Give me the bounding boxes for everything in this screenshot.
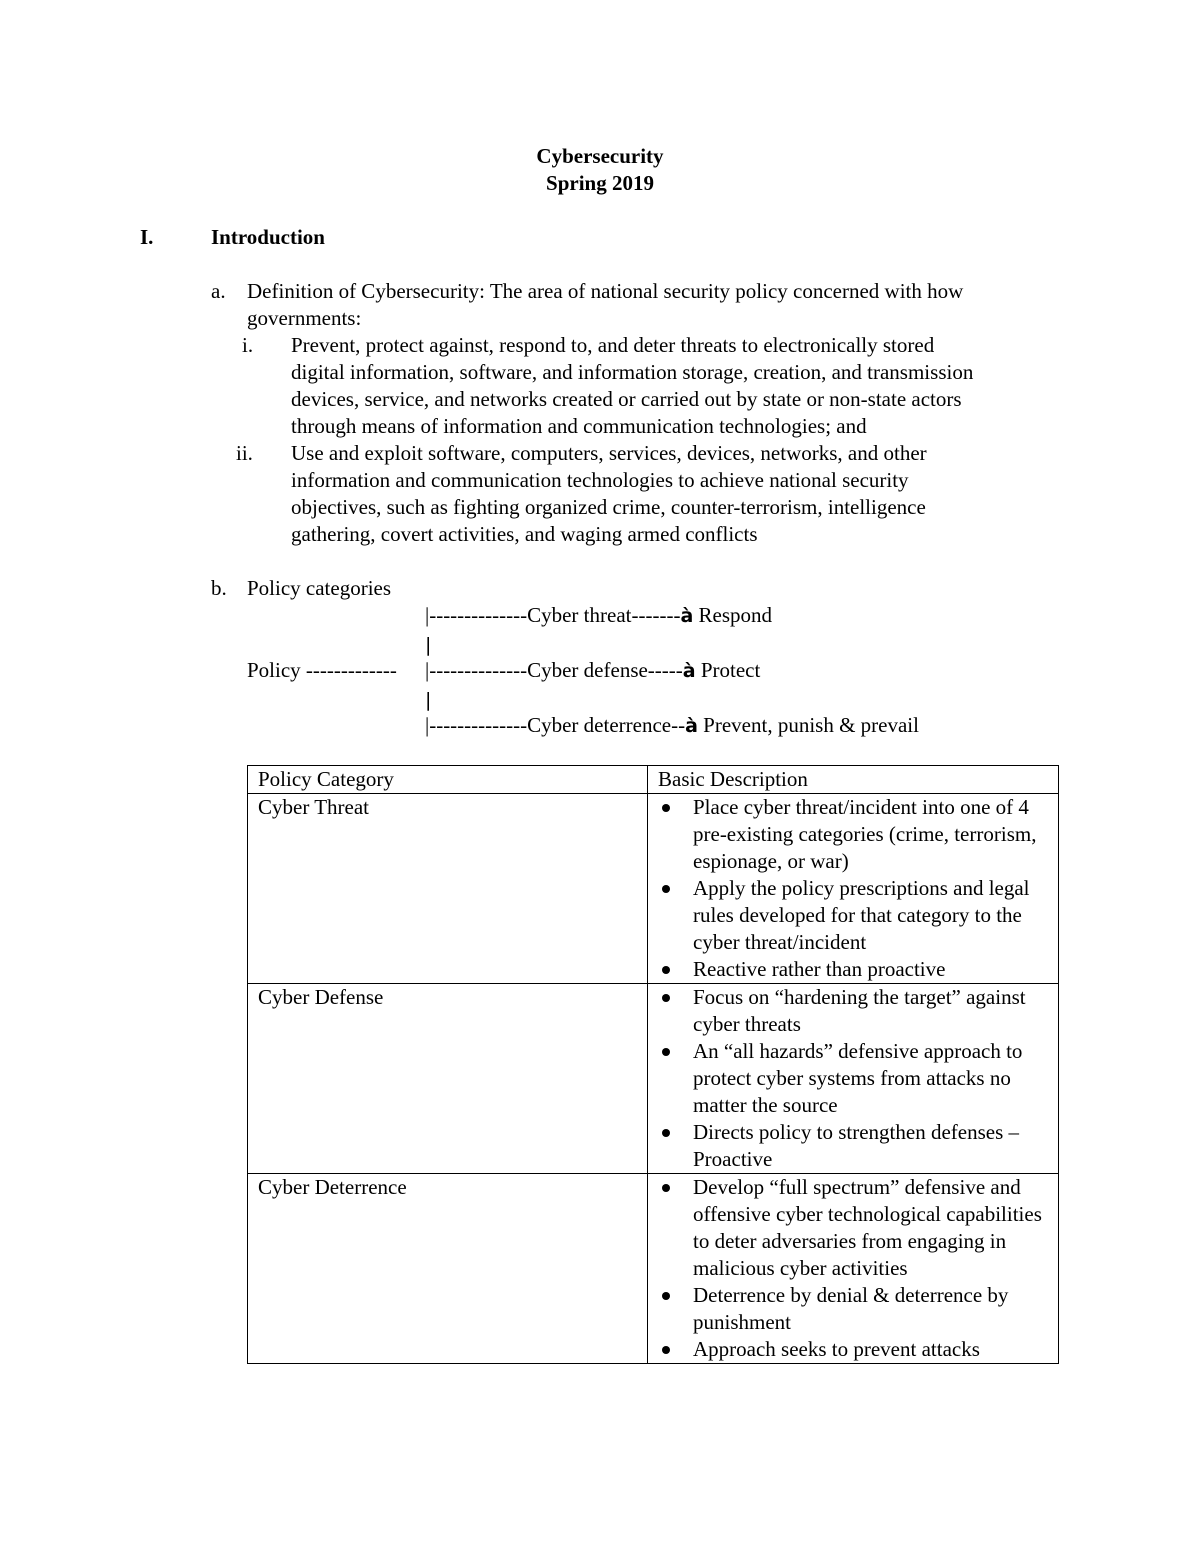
table-row: [248, 1174, 1059, 1364]
subitem-ii-line: Use and exploit software, computers, services, devices, networks, and other: [291, 441, 927, 465]
subitem-i-marker: i.: [242, 333, 254, 357]
bullet-item: Reactive rather than proactive: [693, 956, 1048, 983]
subitem-ii-line: information and communication technologies to achieve national security: [291, 468, 909, 492]
item-b-marker: b.: [211, 576, 227, 600]
arrow-icon: à: [680, 605, 694, 627]
description-cell: [648, 1174, 1059, 1364]
category-cell: Cyber Threat: [248, 794, 648, 984]
subitem-i-line: digital information, software, and information storage, creation, and transmission: [291, 360, 974, 384]
category-cell: Cyber Defense: [248, 984, 648, 1174]
bullet-item: Develop “full spectrum” defensive and offensive cyber technological capabilities to deter adversaries from engaging in malicious cyber activities: [693, 1174, 1048, 1282]
subitem-ii-line: gathering, covert activities, and waging armed conflicts: [291, 522, 758, 546]
subitem-ii-line: objectives, such as fighting organized crime, counter-terrorism, intelligence: [291, 495, 926, 519]
item-a-line: Definition of Cybersecurity: The area of national security policy concerned with how: [247, 279, 964, 303]
table-header-cell: Basic Description: [648, 766, 1059, 794]
bullet-list: [658, 1174, 1048, 1363]
table-row: [248, 794, 1059, 984]
category-cell: Cyber Deterrence: [248, 1174, 648, 1364]
diagram-branch-deterrence: [425, 712, 919, 740]
section-numeral: I.: [140, 225, 154, 249]
branch-outcome: Protect: [695, 658, 761, 682]
item-b-text: Policy categories: [247, 576, 392, 600]
branch-connector: |--------------: [425, 603, 528, 627]
table-row: [248, 984, 1059, 1174]
diagram-vertical-pipe: |: [425, 689, 432, 711]
bullet-list: [658, 984, 1048, 1173]
branch-connector: |--------------: [425, 713, 528, 737]
bullet-item: Deterrence by denial & deterrence by punishment: [693, 1282, 1048, 1336]
bullet-item: Directs policy to strengthen defenses – Proactive: [693, 1119, 1048, 1173]
item-a-line: governments:: [247, 306, 362, 330]
arrow-icon: à: [685, 715, 698, 737]
branch-label: Cyber defense-----: [527, 658, 683, 682]
bullet-list: [658, 794, 1048, 983]
diagram-vertical-pipe: |: [425, 634, 432, 656]
arrow-icon: à: [682, 660, 696, 682]
diagram-branch-threat: [425, 602, 772, 630]
section-heading: Introduction: [211, 225, 325, 249]
bullet-item: Apply the policy prescriptions and legal rules developed for that category to the cyber threat/incident: [693, 875, 1048, 956]
bullet-item: Place cyber threat/incident into one of 4 pre-existing categories (crime, terrorism, espionage, or war): [693, 794, 1048, 875]
branch-connector: |--------------: [425, 658, 528, 682]
subitem-i-line: devices, service, and networks created or carried out by state or non-state actors: [291, 387, 962, 411]
table-header-row: [248, 766, 1059, 794]
document-title: Cybersecurity: [536, 144, 664, 168]
table-header-cell: Policy Category: [248, 766, 648, 794]
subitem-i-line: Prevent, protect against, respond to, and deter threats to electronically stored: [291, 333, 935, 357]
document-subtitle: Spring 2019: [546, 171, 654, 195]
branch-outcome: Respond: [693, 603, 773, 627]
policy-category-table: [247, 765, 1059, 1364]
diagram-branch-defense: [425, 657, 760, 685]
description-cell: [648, 984, 1059, 1174]
bullet-item: Focus on “hardening the target” against cyber threats: [693, 984, 1048, 1038]
subitem-ii-marker: ii.: [236, 441, 253, 465]
branch-outcome: Prevent, punish & prevail: [697, 713, 919, 737]
subitem-i-line: through means of information and communication technologies; and: [291, 414, 867, 438]
description-cell: [648, 794, 1059, 984]
bullet-item: Approach seeks to prevent attacks: [693, 1336, 1048, 1363]
diagram-root: Policy -------------: [247, 658, 397, 682]
item-a-marker: a.: [211, 279, 226, 303]
branch-label: Cyber deterrence--: [527, 713, 686, 737]
branch-label: Cyber threat-------: [527, 603, 681, 627]
bullet-item: An “all hazards” defensive approach to protect cyber systems from attacks no matter the source: [693, 1038, 1048, 1119]
